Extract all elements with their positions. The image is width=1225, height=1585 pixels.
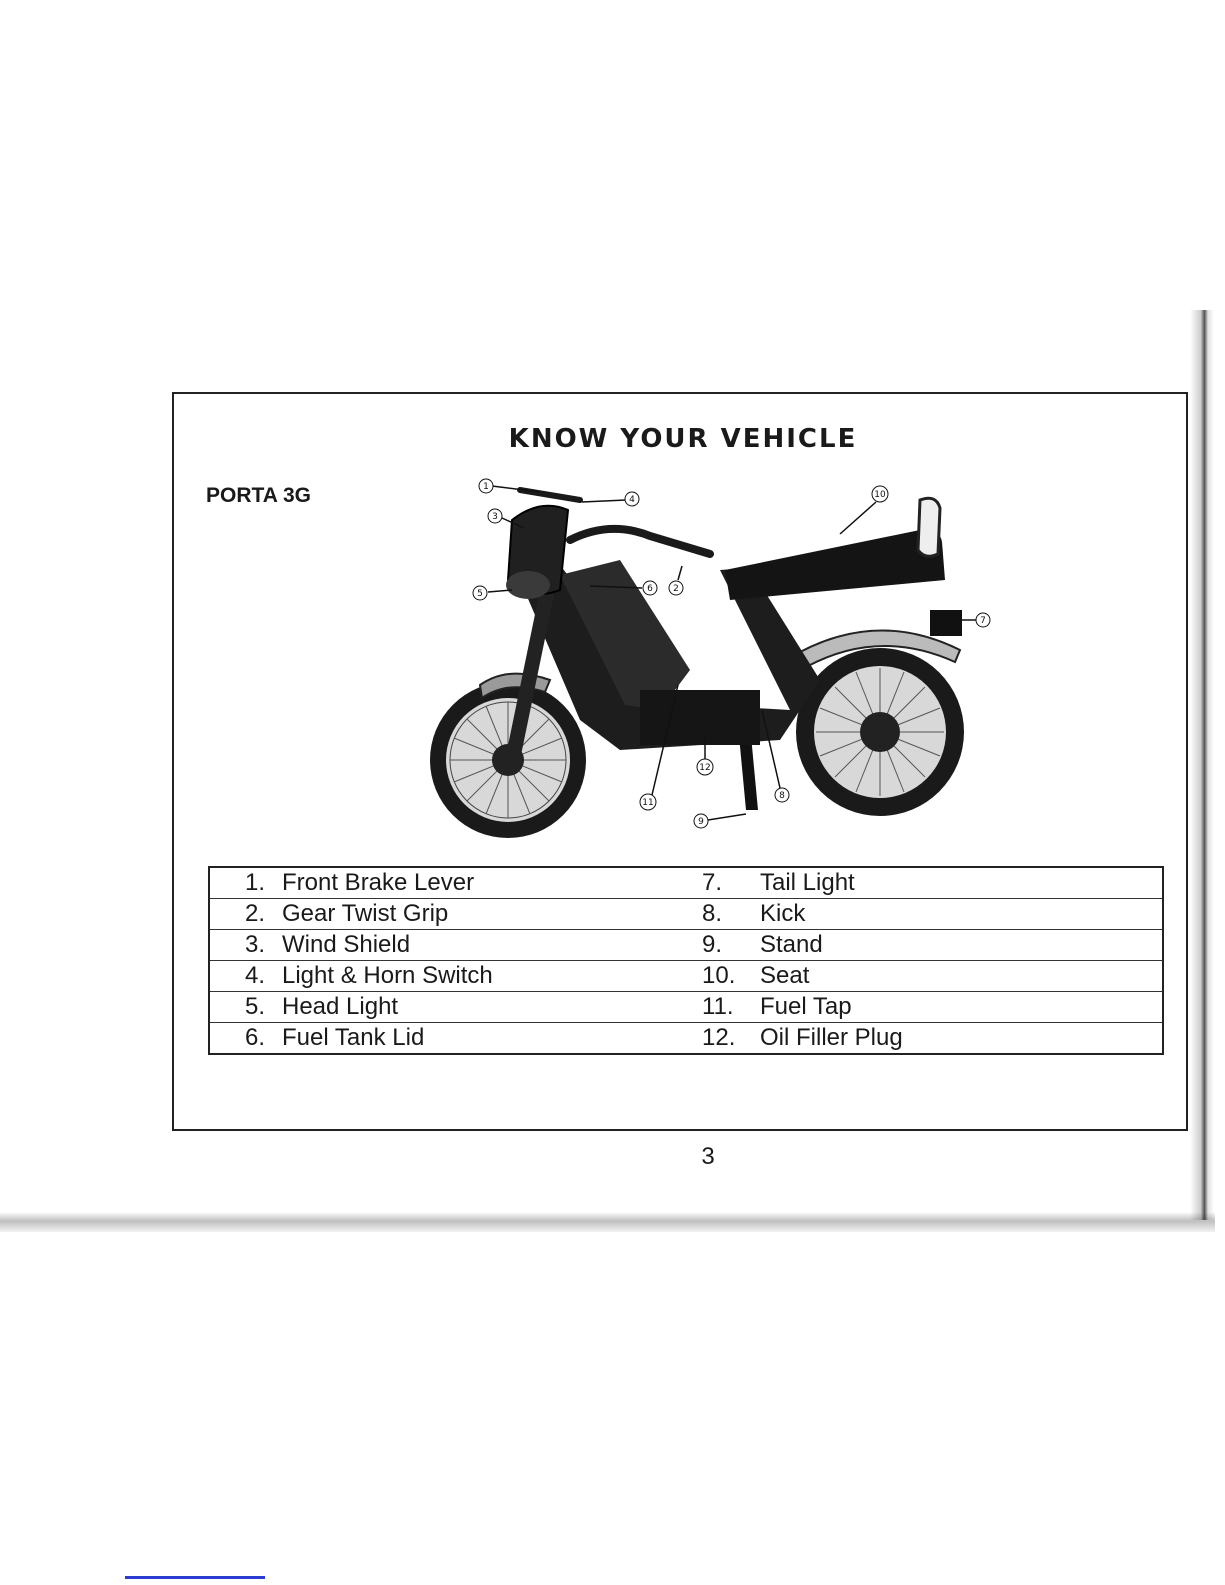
part-number: 1.: [245, 867, 282, 899]
svg-text:1: 1: [483, 482, 489, 492]
svg-text:7: 7: [980, 616, 986, 626]
page-number: 3: [701, 1143, 715, 1170]
scan-artifact-line: [125, 1576, 265, 1579]
part-number: 10.: [702, 961, 760, 992]
part-number: 8.: [702, 899, 760, 930]
callout-9: [694, 814, 746, 828]
part-number: 7.: [702, 867, 760, 899]
part-label: Gear Twist Grip: [282, 899, 702, 930]
part-label: Kick: [760, 899, 1163, 930]
table-row: [209, 992, 1163, 1023]
moped-illustration: [420, 470, 1000, 850]
callout-2: [669, 566, 683, 595]
callout-5: [473, 586, 512, 600]
svg-text:5: 5: [477, 589, 483, 599]
table-row: [209, 1023, 1163, 1055]
rear-wheel: [796, 648, 964, 816]
part-label: Front Brake Lever: [282, 867, 702, 899]
svg-text:11: 11: [642, 798, 654, 808]
callout-4: [582, 492, 639, 506]
scan-shadow-bottom: [0, 1212, 1215, 1232]
part-number: 12.: [702, 1023, 760, 1055]
part-number: 11.: [702, 992, 760, 1023]
table-row: [209, 899, 1163, 930]
callout-7: [962, 613, 990, 627]
part-number: 3.: [245, 930, 282, 961]
part-label: Light & Horn Switch: [282, 961, 702, 992]
part-label: Fuel Tank Lid: [282, 1023, 702, 1055]
parts-table: [208, 866, 1164, 1055]
svg-text:8: 8: [779, 791, 785, 801]
svg-text:6: 6: [647, 584, 653, 594]
callout-1: [479, 479, 540, 493]
model-name: PORTA 3G: [206, 484, 312, 507]
part-label: Head Light: [282, 992, 702, 1023]
svg-text:2: 2: [673, 584, 679, 594]
table-row: [209, 961, 1163, 992]
part-label: Seat: [760, 961, 1163, 992]
part-label: Oil Filler Plug: [760, 1023, 1163, 1055]
part-label: Wind Shield: [282, 930, 702, 961]
part-number: 4.: [245, 961, 282, 992]
page-title: KNOW YOUR VEHICLE: [508, 424, 858, 454]
part-number: 5.: [245, 992, 282, 1023]
part-number: 9.: [702, 930, 760, 961]
part-number: 2.: [245, 899, 282, 930]
svg-text:4: 4: [629, 495, 635, 505]
part-number: 6.: [245, 1023, 282, 1055]
table-row: [209, 867, 1163, 899]
table-row: [209, 930, 1163, 961]
svg-text:12: 12: [699, 763, 711, 773]
callout-10: [840, 486, 888, 534]
part-label: Fuel Tap: [760, 992, 1163, 1023]
part-label: Tail Light: [760, 867, 1163, 899]
svg-text:10: 10: [874, 490, 886, 500]
svg-text:9: 9: [698, 817, 704, 827]
part-label: Stand: [760, 930, 1163, 961]
svg-text:3: 3: [492, 512, 498, 522]
